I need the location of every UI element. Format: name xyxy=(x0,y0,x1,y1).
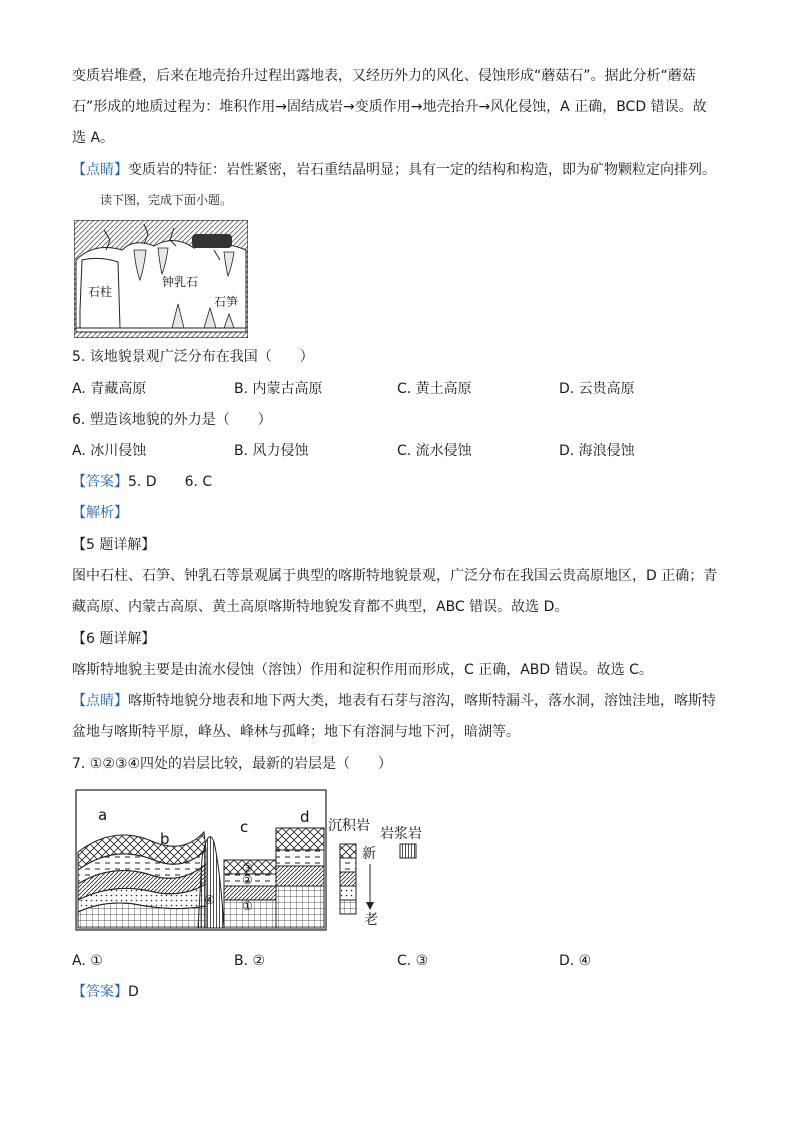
answer-1 xyxy=(72,472,212,492)
answer-2-text: D xyxy=(128,984,139,1000)
dianjing-text: 变质岩的特征：岩性紧密，岩石重结晶明显；具有一定的结构和构造，即为矿物颗粒定向排列。 xyxy=(128,162,716,178)
q5-option-a: A. 青藏高原 xyxy=(72,381,147,397)
label-b: b xyxy=(160,830,170,848)
label-a: a xyxy=(98,806,108,824)
label-c: c xyxy=(240,818,249,836)
detail-6-title: 【6 题详解】 xyxy=(72,631,156,647)
label-circle-4: ④ xyxy=(204,893,215,907)
q6-option-b: B. 风力侵蚀 xyxy=(234,443,309,459)
q5-option-c: C. 黄土高原 xyxy=(397,381,472,397)
legend-old: 老 xyxy=(364,912,378,928)
q6-option-c: C. 流水侵蚀 xyxy=(397,443,472,459)
intro-line-3: 选 A。 xyxy=(72,130,115,146)
answer-2 xyxy=(72,982,139,1002)
legend-new: 新 xyxy=(362,846,376,862)
dianjing-2-line-2: 盆地与喀斯特平原，峰丛、峰林与孤峰；地下有溶洞与地下河，暗湖等。 xyxy=(72,724,520,740)
detail-5-line-1: 图中石柱、石笋、钟乳石等景观属于典型的喀斯特地貌景观，广泛分布在我国云贵高原地区，D 正确；青 xyxy=(72,568,718,584)
dianjing-tag: 【点睛】 xyxy=(72,162,128,178)
q7-option-c: C. ③ xyxy=(397,953,429,969)
q7-stem: 7. ①②③④四处的岩层比较，最新的岩层是（ ） xyxy=(72,756,393,772)
karst-cave-figure xyxy=(74,220,248,338)
q7-option-a: A. ① xyxy=(72,953,103,969)
legend-igneous: 岩浆岩 xyxy=(380,826,422,842)
detail-5-line-2: 藏高原、内蒙古高原、黄土高原喀斯特地貌发育都不典型，ABC 错误。故选 D。 xyxy=(72,599,569,615)
strata-figure xyxy=(74,788,434,933)
q7-option-d: D. ④ xyxy=(559,953,592,969)
q5-option-b: B. 内蒙古高原 xyxy=(234,381,323,397)
dianjing-2-tag: 【点睛】 xyxy=(72,693,128,709)
q5-stem: 5. 该地貌景观广泛分布在我国（ ） xyxy=(72,349,314,365)
dianjing-note-1 xyxy=(72,160,716,180)
legend-sedimentary: 沉积岩 xyxy=(328,818,370,834)
q6-stem: 6. 塑造该地貌的外力是（ ） xyxy=(72,412,272,428)
answer-text: 5. D 6. C xyxy=(128,474,213,490)
analysis-tag: 【解析】 xyxy=(72,505,128,521)
label-circle-1: ① xyxy=(242,899,253,913)
q5-option-d: D. 云贵高原 xyxy=(559,381,635,397)
label-stalactite: 钟乳石 xyxy=(162,275,199,289)
detail-6-line-1: 喀斯特地貌主要是由流水侵蚀（溶蚀）作用和淀积作用而形成，C 正确，ABD 错误。故选 C。 xyxy=(72,662,653,678)
label-pillar: 石柱 xyxy=(88,285,113,299)
q6-option-d: D. 海浪侵蚀 xyxy=(559,443,635,459)
q6-option-a: A. 冰川侵蚀 xyxy=(72,443,147,459)
detail-5-title: 【5 题详解】 xyxy=(72,537,156,553)
intro-line-2: 石”形成的地质过程为：堆积作用→固结成岩→变质作用→地壳抬升→风化侵蚀，A 正确，BCD 错误。故 xyxy=(72,99,707,115)
dianjing-note-2 xyxy=(72,691,716,711)
intro-line-1: 变质岩堆叠，后来在地壳抬升过程出露地表，又经历外力的风化、侵蚀形成“蘑菇石”。据此分析“蘑菇 xyxy=(72,68,696,84)
q7-option-b: B. ② xyxy=(234,953,266,969)
label-circle-3: ③ xyxy=(242,861,253,875)
answer-2-tag: 【答案】 xyxy=(72,984,128,1000)
label-d: d xyxy=(300,808,310,826)
answer-tag: 【答案】 xyxy=(72,474,128,490)
dianjing-2-line-1: 喀斯特地貌分地表和地下两大类，地表有石芽与溶沟，喀斯特漏斗，落水洞，溶蚀洼地，喀斯特 xyxy=(128,693,716,709)
label-circle-2: ② xyxy=(242,873,253,887)
figure-1-caption: 读下图，完成下面小题。 xyxy=(100,193,233,207)
label-stalagmite: 石笋 xyxy=(214,295,239,309)
